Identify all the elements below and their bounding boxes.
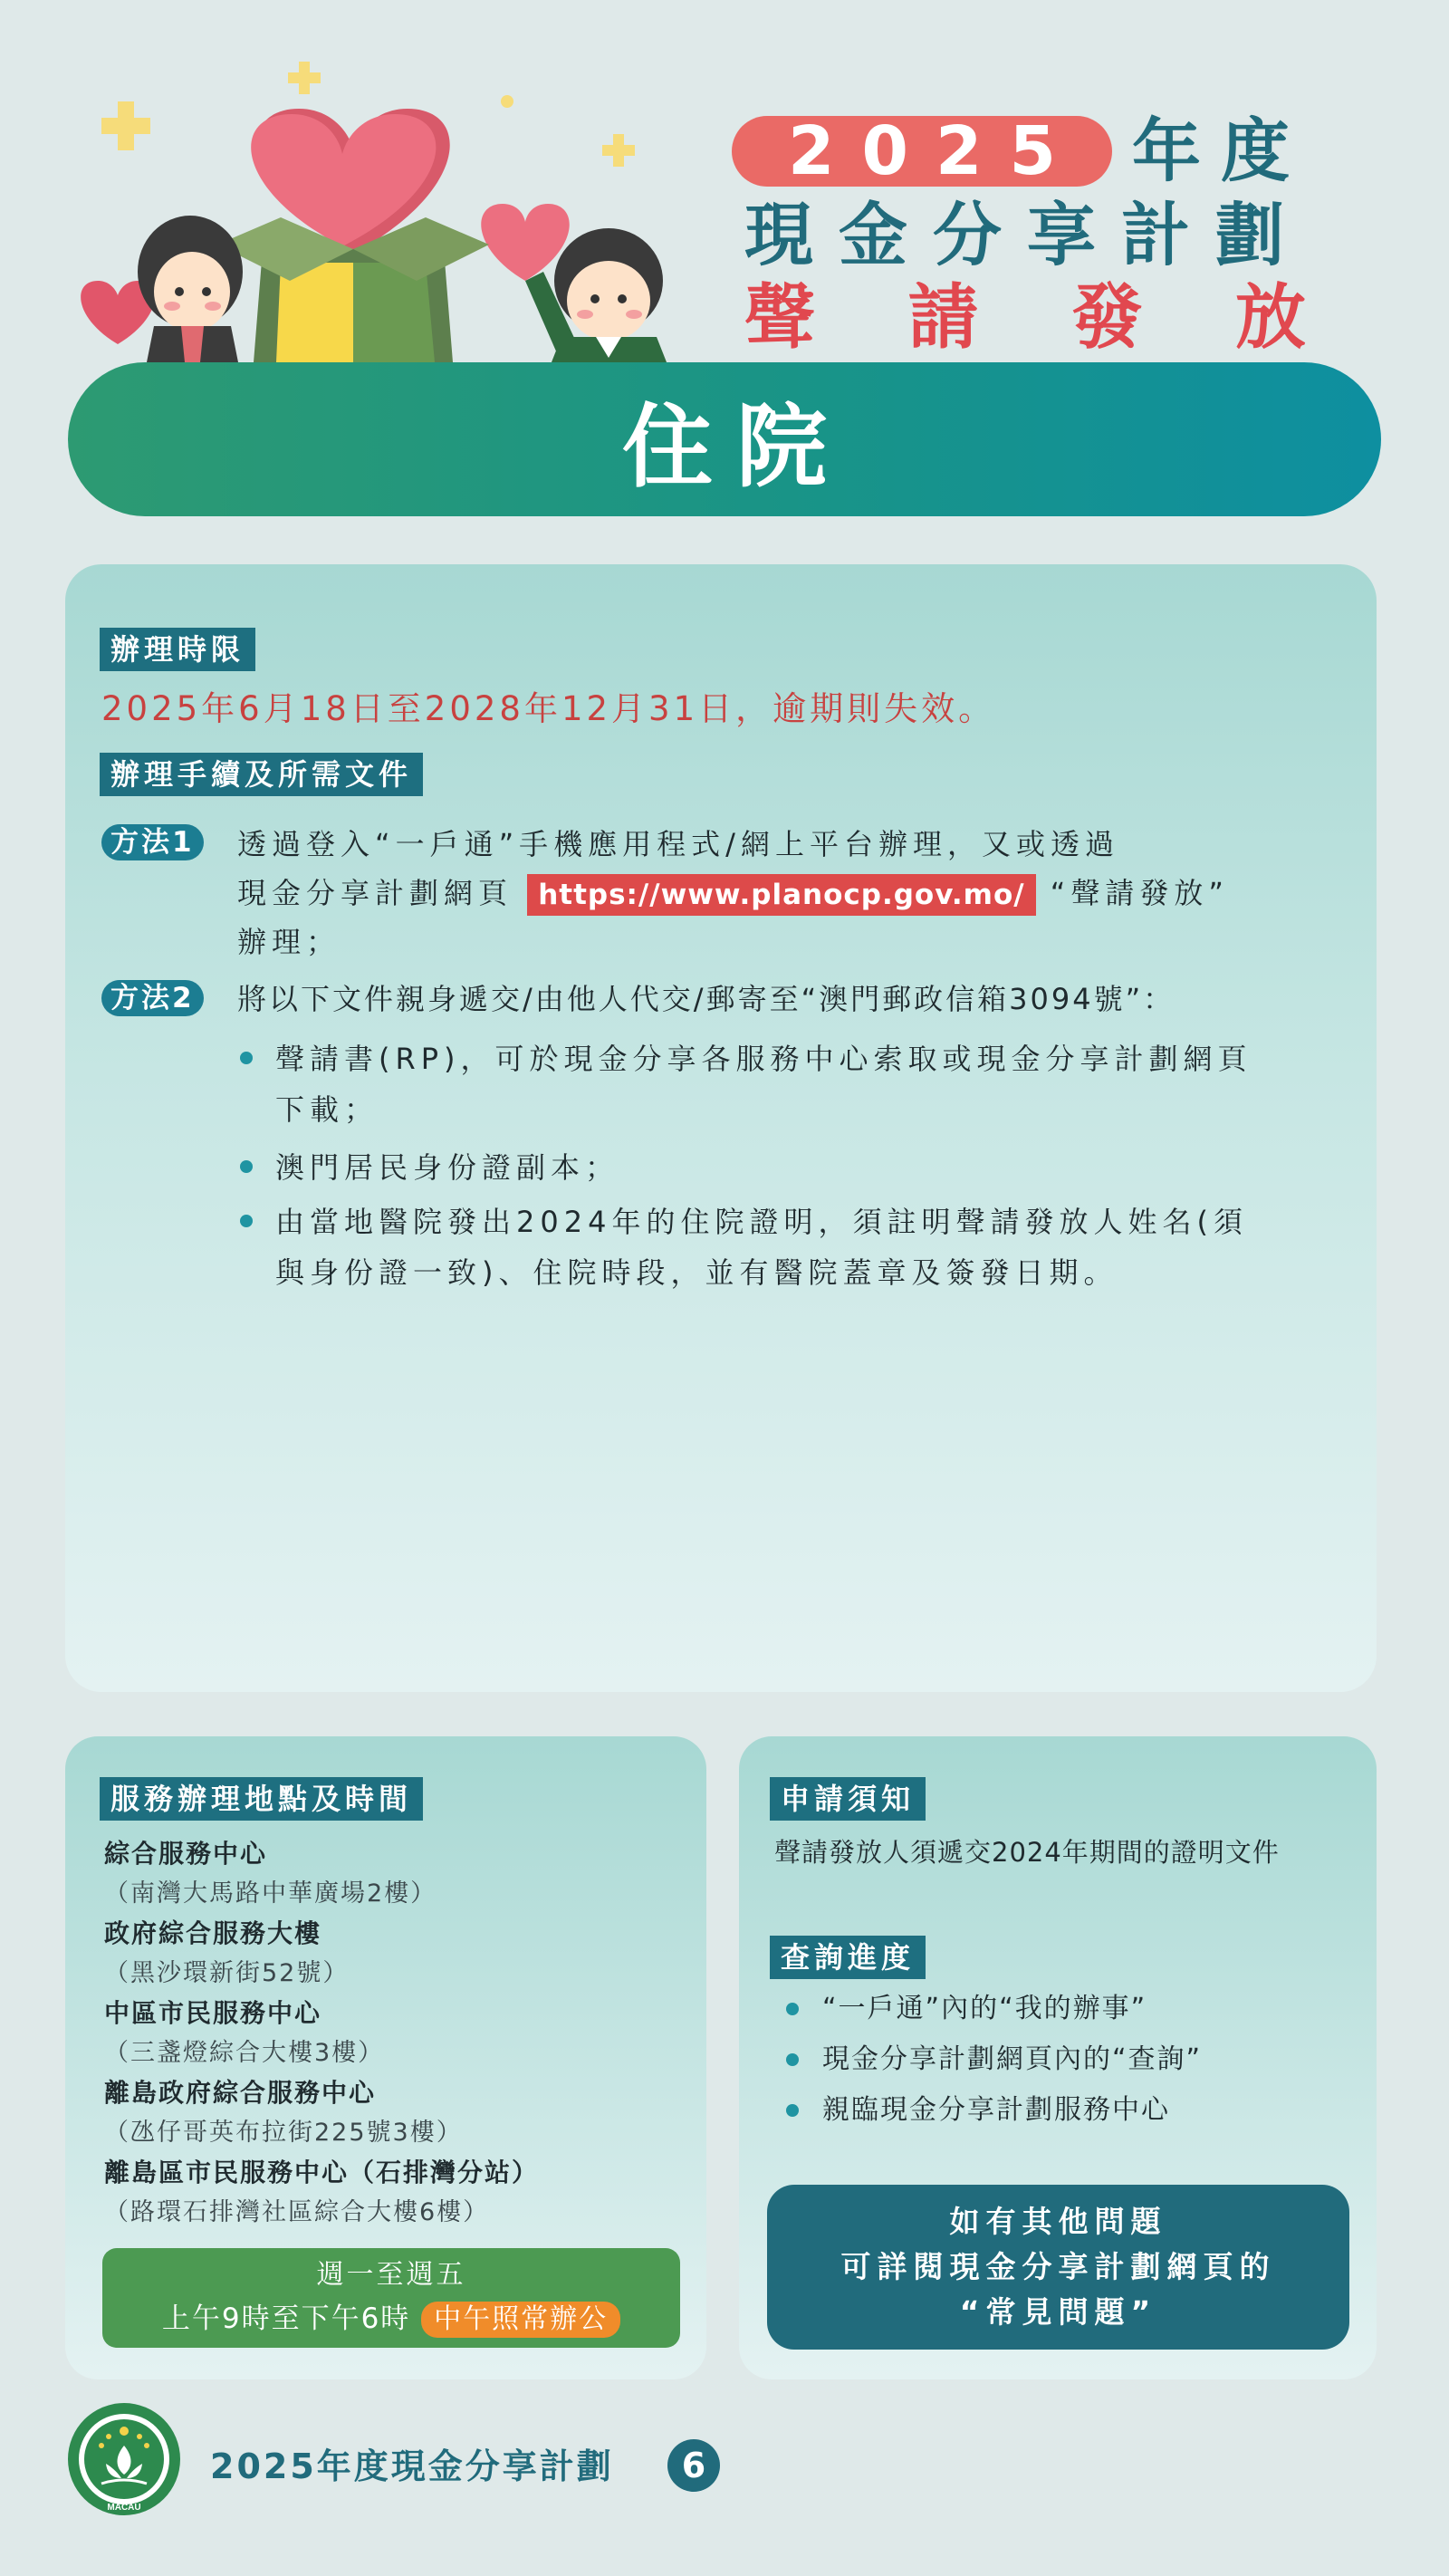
- notice-text: 聲請發放人須遞交2024年期間的證明文件: [774, 1837, 1280, 1868]
- location-address: （氹仔哥英布拉街225號3樓）: [104, 2119, 463, 2147]
- method1-line2: [237, 869, 1324, 918]
- query-section: [770, 1936, 926, 1979]
- bullet-dot: [786, 2053, 799, 2066]
- location-name: 政府綜合服務大樓: [104, 1918, 322, 1948]
- opening-hours-box: [102, 2248, 680, 2348]
- title-char: 聲: [744, 277, 816, 359]
- query-item: 現金分享計劃網頁內的“查詢”: [822, 2043, 1203, 2075]
- location-name: 綜合服務中心: [104, 1839, 268, 1869]
- method2-label: 方法2: [101, 980, 204, 1016]
- location-address: （南灣大馬路中華廣場2樓）: [104, 1879, 437, 1908]
- year-suffix: 年度: [1132, 111, 1310, 191]
- notice-tag: 申請須知: [770, 1777, 926, 1821]
- website-link[interactable]: https://www.planocp.gov.mo/: [527, 874, 1035, 916]
- footer-title: 2025年度現金分享計劃: [210, 2446, 614, 2486]
- macau-emblem-icon: [65, 2400, 183, 2518]
- procedure-tag: 辦理手續及所需文件: [100, 753, 423, 796]
- method1-line2-pre: 現金分享計劃網頁: [237, 876, 513, 910]
- document-item-line: 與身份證一致)、住院時段，並有醫院蓋章及簽發日期。: [275, 1255, 1118, 1290]
- method1-label: 方法1: [101, 824, 204, 860]
- title-char: 請: [907, 277, 979, 359]
- document-item-line: 澳門居民身份證副本；: [275, 1150, 620, 1185]
- location-name: 離島政府綜合服務中心: [104, 2078, 377, 2108]
- locations-section: [100, 1777, 423, 1821]
- bullet-dot: [240, 1052, 253, 1064]
- location-address: （路環石排灣社區綜合大樓6樓）: [104, 2198, 490, 2226]
- query-item: “一戶通”內的“我的辦事”: [822, 1993, 1147, 2024]
- faq-line: 可詳閱現金分享計劃網頁的: [840, 2249, 1276, 2284]
- document-item-line: 由當地醫院發出2024年的住院證明，須註明聲請發放人姓名(須: [275, 1205, 1248, 1239]
- faq-line: 如有其他問題: [949, 2204, 1167, 2239]
- location-name: 中區市民服務中心: [104, 1998, 322, 2028]
- deadline-section: [100, 628, 255, 671]
- hours-days: 週一至週五: [316, 2259, 466, 2291]
- method1-line2-post: “聲請發放”: [1050, 876, 1229, 910]
- procedure-section: [100, 753, 423, 796]
- year-pill: 2025: [732, 116, 1112, 187]
- method1-badge: [101, 824, 204, 860]
- noon-badge: 中午照常辦公: [421, 2302, 620, 2338]
- bullet-dot: [240, 1215, 253, 1227]
- category-banner: [68, 362, 1381, 516]
- query-item: 親臨現金分享計劃服務中心: [822, 2094, 1170, 2126]
- deadline-text: 2025年6月18日至2028年12月31日，逾期則失效。: [101, 689, 996, 728]
- method1-line3: 辦理；: [237, 925, 341, 959]
- sparkle-icon: [288, 62, 321, 94]
- header-illustration: [54, 54, 706, 371]
- document-item: [275, 1142, 1362, 1193]
- notice-section: [770, 1777, 926, 1821]
- title-application: [744, 276, 1306, 360]
- bullet-dot: [786, 2104, 799, 2117]
- sparkle-icon: [602, 134, 635, 167]
- faq-box: [767, 2185, 1349, 2350]
- query-tag: 查詢進度: [770, 1936, 926, 1979]
- bullet-dot: [786, 2003, 799, 2015]
- emblem-text: MACAU: [107, 2503, 141, 2513]
- title-char: 放: [1234, 277, 1306, 359]
- location-address: （三盞燈綜合大樓3樓）: [104, 2039, 385, 2067]
- document-item: [275, 1197, 1362, 1298]
- banner-title: 住院: [622, 394, 850, 500]
- girl-character: [138, 216, 243, 371]
- deadline-tag: 辦理時限: [100, 628, 255, 671]
- document-item-line: 下載；: [275, 1092, 379, 1127]
- document-item: [275, 1033, 1362, 1135]
- title-char: 發: [1071, 277, 1143, 359]
- faq-line: “常見問題”: [959, 2294, 1157, 2330]
- hours-row: [102, 2297, 680, 2341]
- method1-text: [237, 820, 1324, 966]
- hours-time: 上午9時至下午6時: [161, 2302, 411, 2335]
- bullet-dot: [240, 1160, 253, 1173]
- locations-list: [104, 1834, 693, 2233]
- page-number: 6: [667, 2439, 720, 2492]
- method2-text: 將以下文件親身遞交/由他人代交/郵寄至“澳門郵政信箱3094號”：: [237, 982, 1176, 1016]
- sparkle-icon: [101, 101, 150, 150]
- location-name: 離島區市民服務中心（石排灣分站）: [104, 2158, 540, 2187]
- method2-badge: [101, 980, 204, 1016]
- location-address: （黑沙環新街52號）: [104, 1959, 350, 1987]
- document-item-line: 聲請書(RP)，可於現金分享各服務中心索取或現金分享計劃網頁: [275, 1042, 1252, 1076]
- title-cash-sharing: 現金分享計劃: [744, 195, 1310, 275]
- locations-tag: 服務辦理地點及時間: [100, 1777, 423, 1821]
- method1-line1: 透過登入“一戶通”手機應用程式/網上平台辦理，又或透過: [237, 827, 1119, 861]
